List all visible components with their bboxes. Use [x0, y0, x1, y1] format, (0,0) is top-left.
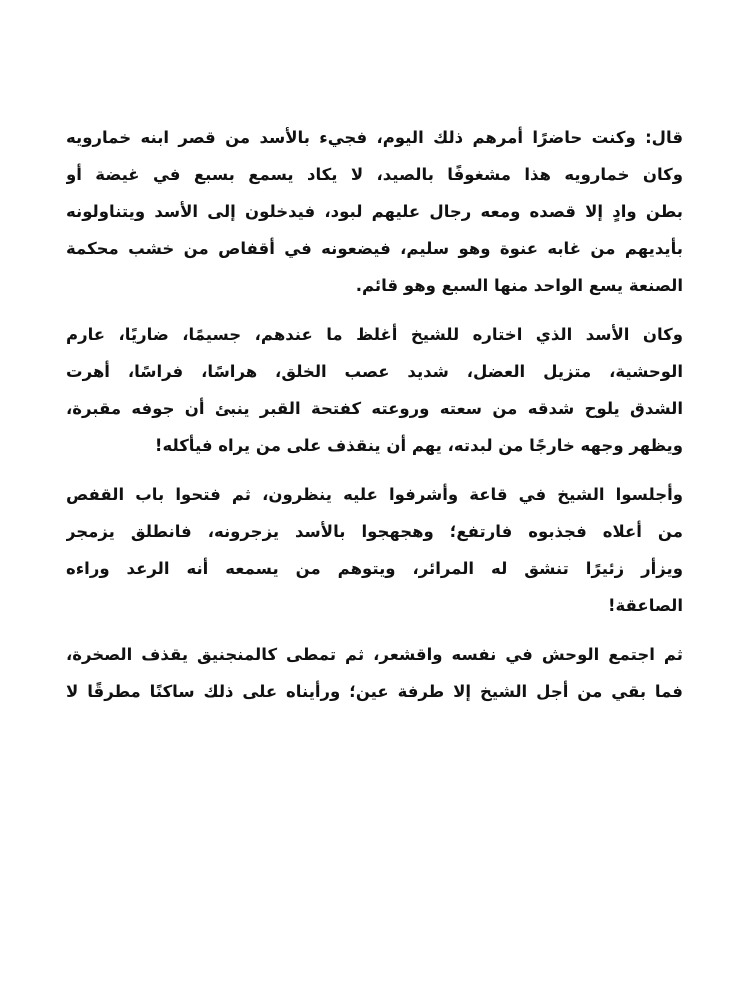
paragraph-3	[66, 476, 683, 624]
text-line: من أعلاه فجذبوه فارتفع؛ وهجهجوا بالأسد يزجرونه، فانطلق يزمجر	[66, 522, 683, 541]
paragraph-1	[66, 119, 683, 304]
text-line: بأيديهم من غابه عنوة وهو سليم، فيضعونه في أقفاص من خشب محكمة	[66, 239, 683, 258]
text-line: وكان الأسد الذي اختاره للشيخ أغلظ ما عندهم، جسيمًا، ضاريًا، عارم	[66, 325, 683, 344]
text-line: فما بقي من أجل الشيخ إلا طرفة عين؛ ورأيناه على ذلك ساكنًا مطرقًا لا	[66, 682, 683, 701]
text-line: الوحشية، متزيل العضل، شديد عصب الخلق، هراسًا، فراسًا، أهرت	[66, 362, 683, 381]
text-line: قال: وكنت حاضرًا أمرهم ذلك اليوم، فجيء بالأسد من قصر ابنه خمارويه	[66, 128, 683, 147]
text-line: الصنعة يسع الواحد منها السبع وهو قائم.	[355, 276, 683, 295]
text-line: وأجلسوا الشيخ في قاعة وأشرفوا عليه ينظرون، ثم فتحوا باب القفص	[66, 485, 683, 504]
paragraph-4	[66, 636, 683, 710]
text-line: الصاعقة!	[608, 596, 683, 615]
text-line: بطن وادٍ إلا قصده ومعه رجال عليهم لبود، فيدخلون إلى الأسد ويتناولونه	[66, 202, 683, 221]
text-line: ثم اجتمع الوحش في نفسه واقشعر، ثم تمطى كالمنجنيق يقذف الصخرة،	[66, 645, 683, 664]
text-line: الشدق يلوح شدقه من سعته وروعته كفتحة القبر ينبئ أن جوفه مقبرة،	[66, 399, 683, 418]
text-line: ويزأر زئيرًا تنشق له المرائر، ويتوهم من يسمعه أنه الرعد وراءه	[66, 559, 683, 578]
article-body	[66, 119, 683, 722]
paragraph-2	[66, 316, 683, 464]
text-line: وكان خمارويه هذا مشغوفًا بالصيد، لا يكاد يسمع بسبع في غيضة أو	[66, 165, 683, 184]
text-line: ويظهر وجهه خارجًا من لبدته، يهم أن ينقذف على من يراه فيأكله!	[154, 436, 683, 455]
